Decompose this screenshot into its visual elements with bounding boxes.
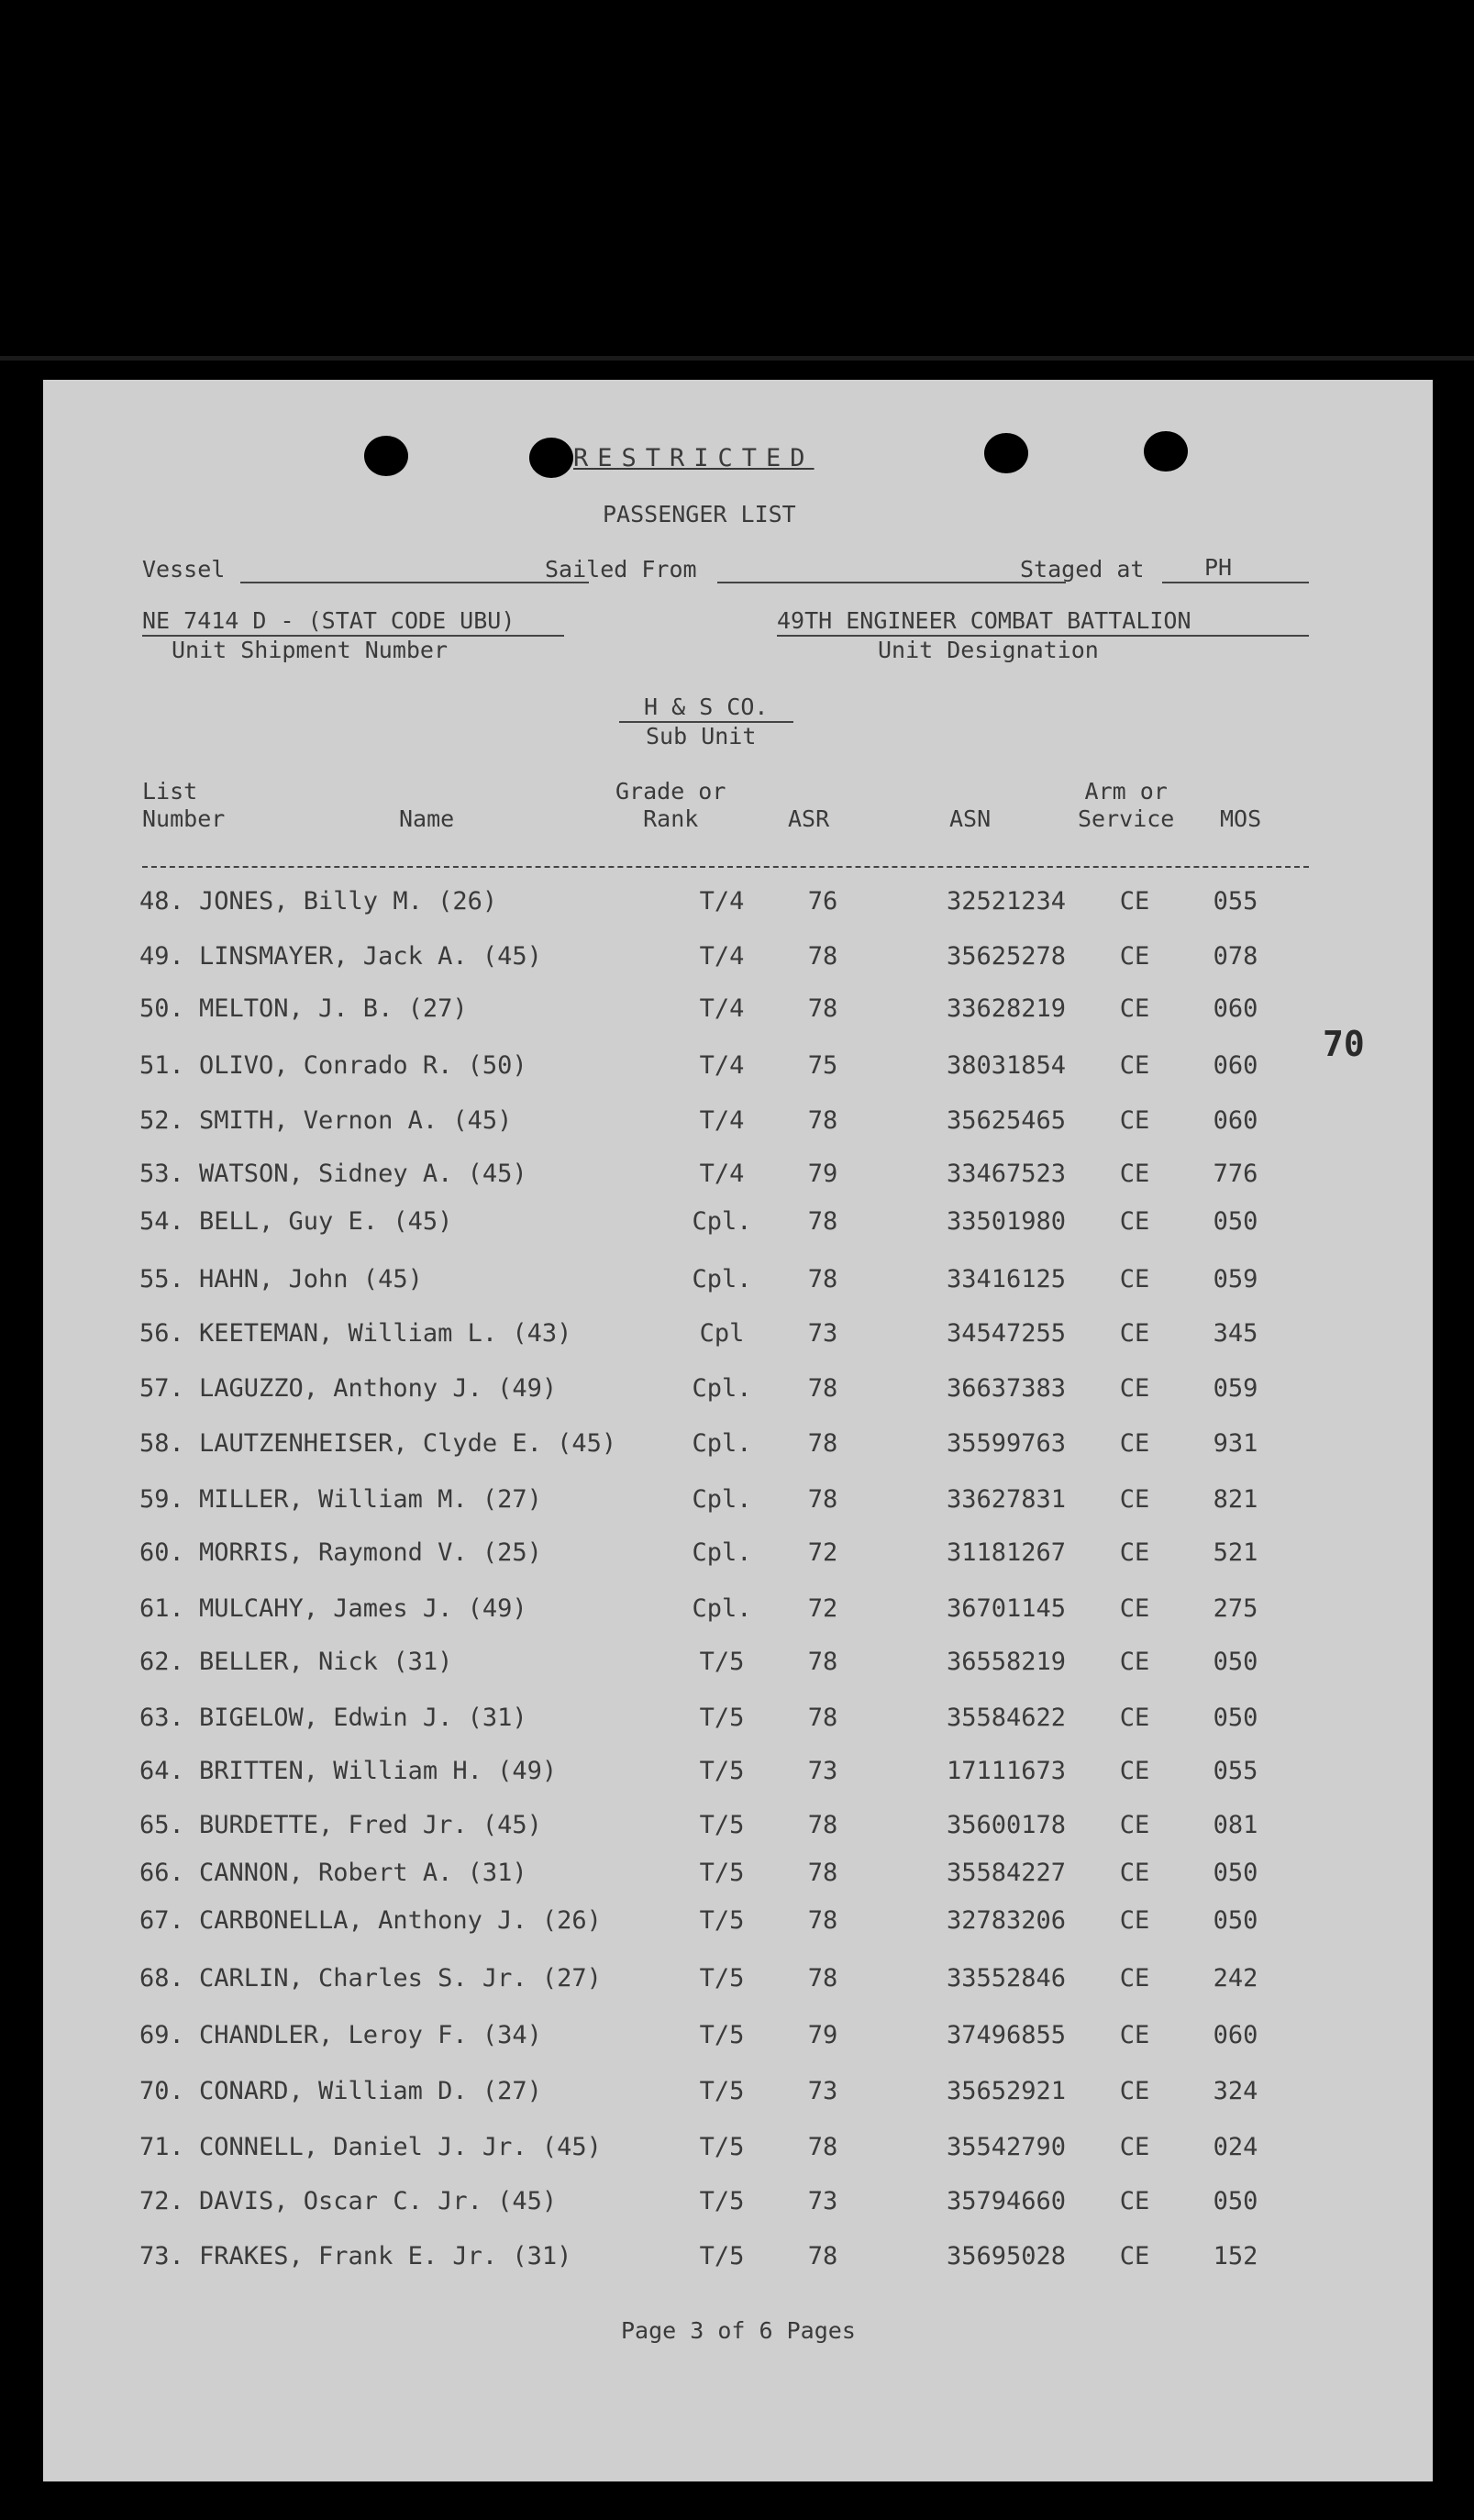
mos-code: 081 (1213, 1811, 1258, 1839)
table-row (43, 1374, 1433, 1411)
grade-rank: T/5 (699, 1859, 745, 1887)
passenger-name: LAGUZZO, Anthony J. (49) (199, 1374, 558, 1403)
punch-hole (1144, 431, 1188, 472)
passenger-name: DAVIS, Oscar C. Jr. (45) (199, 2187, 558, 2215)
asn-number: 33416125 (946, 1265, 1067, 1293)
table-row (43, 1648, 1433, 1684)
asr-score: 79 (807, 2021, 838, 2049)
table-row (43, 1906, 1433, 1943)
passenger-name: FRAKES, Frank E. Jr. (31) (199, 2242, 572, 2270)
list-number: 65. (139, 1811, 184, 1839)
asr-score: 78 (807, 1429, 838, 1458)
grade-rank: T/5 (699, 2242, 745, 2270)
asn-number: 33628219 (946, 994, 1067, 1023)
arm-service: CE (1119, 1704, 1150, 1732)
asr-score: 78 (807, 1704, 838, 1732)
grade-rank: T/4 (699, 942, 745, 971)
passenger-name: CONNELL, Daniel J. Jr. (45) (199, 2133, 602, 2161)
table-row (43, 1429, 1433, 1466)
grade-rank: T/4 (699, 1160, 745, 1188)
list-number: 61. (139, 1594, 184, 1623)
unit-designation-label: Unit Designation (878, 637, 1099, 663)
mos-code: 821 (1213, 1485, 1258, 1514)
arm-service: CE (1119, 1964, 1150, 1993)
asr-score: 72 (807, 1538, 838, 1567)
asr-score: 73 (807, 1757, 838, 1785)
mos-code: 050 (1213, 1906, 1258, 1935)
arm-service: CE (1119, 1160, 1150, 1188)
list-number: 67. (139, 1906, 184, 1935)
grade-rank: T/5 (699, 2077, 745, 2105)
asr-score: 76 (807, 887, 838, 916)
list-number: 57. (139, 1374, 184, 1403)
asn-number: 35599763 (946, 1429, 1067, 1458)
list-number: 55. (139, 1265, 184, 1293)
passenger-name: BIGELOW, Edwin J. (31) (199, 1704, 527, 1732)
table-row (43, 1811, 1433, 1848)
staged-at-label: Staged at (1020, 556, 1145, 583)
asn-number: 35695028 (946, 2242, 1067, 2270)
asn-number: 37496855 (946, 2021, 1067, 2049)
list-number: 62. (139, 1648, 184, 1676)
list-number: 66. (139, 1859, 184, 1887)
passenger-name: KEETEMAN, William L. (43) (199, 1319, 572, 1348)
list-number: 71. (139, 2133, 184, 2161)
grade-rank: T/5 (699, 1811, 745, 1839)
mos-code: 345 (1213, 1319, 1258, 1348)
list-number: 69. (139, 2021, 184, 2049)
grade-rank: T/4 (699, 994, 745, 1023)
mos-code: 050 (1213, 1704, 1258, 1732)
grade-rank: Cpl. (692, 1485, 752, 1514)
arm-service: CE (1119, 1265, 1150, 1293)
staged-at-blank (1162, 582, 1309, 583)
list-number: 51. (139, 1051, 184, 1080)
grade-rank: Cpl. (692, 1594, 752, 1623)
passenger-name: BURDETTE, Fred Jr. (45) (199, 1811, 542, 1839)
table-row (43, 1051, 1433, 1088)
grade-rank: Cpl. (692, 1207, 752, 1236)
asn-number: 35794660 (946, 2187, 1067, 2215)
table-row (43, 1485, 1433, 1522)
list-number: 63. (139, 1704, 184, 1732)
asr-score: 75 (807, 1051, 838, 1080)
sailed-from-blank (717, 582, 1066, 583)
grade-rank: Cpl. (692, 1374, 752, 1403)
arm-service: CE (1119, 2021, 1150, 2049)
mos-code: 050 (1213, 1207, 1258, 1236)
mos-code: 060 (1213, 1106, 1258, 1135)
list-number: 59. (139, 1485, 184, 1514)
grade-rank: T/4 (699, 1051, 745, 1080)
passenger-name: LINSMAYER, Jack A. (45) (199, 942, 542, 971)
asn-number: 35625465 (946, 1106, 1067, 1135)
arm-service: CE (1119, 2133, 1150, 2161)
asr-score: 78 (807, 2133, 838, 2161)
grade-rank: T/4 (699, 1106, 745, 1135)
passenger-name: MILLER, William M. (27) (199, 1485, 542, 1514)
mos-code: 242 (1213, 1964, 1258, 1993)
passenger-name: HAHN, John (45) (199, 1265, 423, 1293)
sailed-from-label: Sailed From (545, 556, 697, 583)
passenger-name: BELLER, Nick (31) (199, 1648, 453, 1676)
mos-code: 059 (1213, 1374, 1258, 1403)
table-row (43, 1207, 1433, 1244)
grade-rank: T/5 (699, 1648, 745, 1676)
list-number: 70. (139, 2077, 184, 2105)
list-number: 54. (139, 1207, 184, 1236)
passenger-name: JONES, Billy M. (26) (199, 887, 498, 916)
table-row (43, 887, 1433, 924)
asn-number: 32521234 (946, 887, 1067, 916)
arm-service: CE (1119, 942, 1150, 971)
passenger-name: CARBONELLA, Anthony J. (26) (199, 1906, 602, 1935)
mos-code: 931 (1213, 1429, 1258, 1458)
list-number: 73. (139, 2242, 184, 2270)
asr-score: 78 (807, 1106, 838, 1135)
list-number: 60. (139, 1538, 184, 1567)
asr-score: 72 (807, 1594, 838, 1623)
mos-code: 324 (1213, 2077, 1258, 2105)
asn-number: 36558219 (946, 1648, 1067, 1676)
asn-number: 35625278 (946, 942, 1067, 971)
passenger-name: CHANDLER, Leroy F. (34) (199, 2021, 542, 2049)
passenger-name: WATSON, Sidney A. (45) (199, 1160, 527, 1188)
passenger-name: BRITTEN, William H. (49) (199, 1757, 558, 1785)
table-row (43, 2021, 1433, 2058)
table-row (43, 2077, 1433, 2114)
grade-rank: T/5 (699, 2133, 745, 2161)
asr-score: 78 (807, 1964, 838, 1993)
col-mos: MOS (1220, 805, 1262, 832)
table-row (43, 942, 1433, 979)
arm-service: CE (1119, 1859, 1150, 1887)
asn-number: 17111673 (946, 1757, 1067, 1785)
table-row (43, 1265, 1433, 1302)
asn-number: 32783206 (946, 1906, 1067, 1935)
arm-service: CE (1119, 1319, 1150, 1348)
list-number: 50. (139, 994, 184, 1023)
mos-code: 060 (1213, 1051, 1258, 1080)
arm-service: CE (1119, 1648, 1150, 1676)
arm-service: CE (1119, 2187, 1150, 2215)
list-number: 58. (139, 1429, 184, 1458)
table-row (43, 2187, 1433, 2224)
asr-score: 79 (807, 1160, 838, 1188)
table-row (43, 2133, 1433, 2170)
grade-rank: T/4 (699, 887, 745, 916)
grade-rank: T/5 (699, 1757, 745, 1785)
vessel-label: Vessel (142, 556, 226, 583)
asr-score: 78 (807, 1485, 838, 1514)
passenger-name: OLIVO, Conrado R. (50) (199, 1051, 527, 1080)
grade-rank: Cpl. (692, 1538, 752, 1567)
unit-shipment-number: NE 7414 D - (STAT CODE UBU) (142, 607, 515, 634)
passenger-name: SMITH, Vernon A. (45) (199, 1106, 513, 1135)
arm-service: CE (1119, 1538, 1150, 1567)
arm-service: CE (1119, 1811, 1150, 1839)
list-number: 56. (139, 1319, 184, 1348)
passenger-name: MELTON, J. B. (27) (199, 994, 468, 1023)
asn-number: 31181267 (946, 1538, 1067, 1567)
col-asr: ASR (788, 805, 830, 832)
grade-rank: T/5 (699, 1704, 745, 1732)
asn-number: 33501980 (946, 1207, 1067, 1236)
unit-designation: 49TH ENGINEER COMBAT BATTALION (777, 607, 1191, 634)
restricted-heading: RESTRICTED (573, 444, 815, 472)
asn-number: 33552846 (946, 1964, 1067, 1993)
list-number: 53. (139, 1160, 184, 1188)
page-footer: Page 3 of 6 Pages (621, 2317, 856, 2344)
list-number: 64. (139, 1757, 184, 1785)
grade-rank: Cpl (699, 1319, 745, 1348)
arm-service: CE (1119, 1207, 1150, 1236)
arm-service: CE (1119, 2077, 1150, 2105)
asn-number: 35652921 (946, 2077, 1067, 2105)
asr-score: 78 (807, 994, 838, 1023)
asn-number: 35600178 (946, 1811, 1067, 1839)
list-number: 68. (139, 1964, 184, 1993)
asr-score: 78 (807, 942, 838, 971)
mos-code: 776 (1213, 1160, 1258, 1188)
table-row (43, 1106, 1433, 1143)
mos-code: 521 (1213, 1538, 1258, 1567)
arm-service: CE (1119, 1374, 1150, 1403)
asn-number: 35542790 (946, 2133, 1067, 2161)
arm-service: CE (1119, 1429, 1150, 1458)
asn-number: 33467523 (946, 1160, 1067, 1188)
table-row (43, 1538, 1433, 1575)
asn-number: 38031854 (946, 1051, 1067, 1080)
asr-score: 78 (807, 1811, 838, 1839)
grade-rank: Cpl. (692, 1265, 752, 1293)
mos-code: 024 (1213, 2133, 1258, 2161)
asn-number: 34547255 (946, 1319, 1067, 1348)
list-number: 49. (139, 942, 184, 971)
arm-service: CE (1119, 1757, 1150, 1785)
table-row (43, 1160, 1433, 1196)
mos-code: 078 (1213, 942, 1258, 971)
passenger-name: CONARD, William D. (27) (199, 2077, 542, 2105)
grade-rank: T/5 (699, 2187, 745, 2215)
asr-score: 73 (807, 1319, 838, 1348)
table-row (43, 1319, 1433, 1356)
col-grade: Grade or Rank (615, 778, 726, 832)
asr-score: 78 (807, 1374, 838, 1403)
arm-service: CE (1119, 2242, 1150, 2270)
arm-service: CE (1119, 1106, 1150, 1135)
mos-code: 050 (1213, 1648, 1258, 1676)
col-arm-service: Arm or Service (1078, 778, 1175, 832)
arm-service: CE (1119, 887, 1150, 916)
asr-score: 78 (807, 1906, 838, 1935)
sub-unit: H & S CO. (644, 694, 769, 720)
mos-code: 152 (1213, 2242, 1258, 2270)
col-asn: ASN (949, 805, 992, 832)
asn-number: 36637383 (946, 1374, 1067, 1403)
table-row (43, 1964, 1433, 2001)
asr-score: 78 (807, 1859, 838, 1887)
asn-number: 35584227 (946, 1859, 1067, 1887)
asr-score: 78 (807, 1648, 838, 1676)
col-name: Name (399, 805, 455, 832)
table-row (43, 1704, 1433, 1740)
passenger-list-title: PASSENGER LIST (603, 501, 796, 527)
mos-code: 060 (1213, 994, 1258, 1023)
grade-rank: T/5 (699, 1906, 745, 1935)
mos-code: 060 (1213, 2021, 1258, 2049)
list-number: 48. (139, 887, 184, 916)
mos-code: 055 (1213, 1757, 1258, 1785)
sub-unit-label: Sub Unit (646, 723, 757, 749)
arm-service: CE (1119, 1051, 1150, 1080)
table-row (43, 2242, 1433, 2279)
grade-rank: T/5 (699, 1964, 745, 1993)
asr-score: 73 (807, 2187, 838, 2215)
asr-score: 78 (807, 1265, 838, 1293)
col-list-number: List Number (142, 778, 226, 832)
mos-code: 059 (1213, 1265, 1258, 1293)
asr-score: 78 (807, 1207, 838, 1236)
arm-service: CE (1119, 994, 1150, 1023)
margin-page-number: 70 (1323, 1024, 1365, 1064)
table-row (43, 1757, 1433, 1793)
mos-code: 050 (1213, 2187, 1258, 2215)
list-number: 72. (139, 2187, 184, 2215)
document-page (43, 380, 1433, 2481)
unit-shipment-label: Unit Shipment Number (172, 637, 449, 663)
arm-service: CE (1119, 1485, 1150, 1514)
asn-number: 33627831 (946, 1485, 1067, 1514)
list-number: 52. (139, 1106, 184, 1135)
punch-hole (364, 436, 408, 476)
passenger-name: CANNON, Robert A. (31) (199, 1859, 527, 1887)
grade-rank: Cpl. (692, 1429, 752, 1458)
punch-hole (984, 433, 1028, 473)
asn-number: 36701145 (946, 1594, 1067, 1623)
scan-edge-line (0, 356, 1474, 361)
mos-code: 050 (1213, 1859, 1258, 1887)
asr-score: 73 (807, 2077, 838, 2105)
passenger-name: BELL, Guy E. (45) (199, 1207, 453, 1236)
asr-score: 78 (807, 2242, 838, 2270)
passenger-name: MORRIS, Raymond V. (25) (199, 1538, 542, 1567)
passenger-name: LAUTZENHEISER, Clyde E. (45) (199, 1429, 617, 1458)
table-row (43, 1859, 1433, 1895)
staged-at-value: PH (1204, 554, 1233, 581)
passenger-name: MULCAHY, James J. (49) (199, 1594, 527, 1623)
mos-code: 275 (1213, 1594, 1258, 1623)
table-row (43, 994, 1433, 1031)
punch-hole (529, 438, 573, 478)
vessel-blank (240, 582, 589, 583)
grade-rank: T/5 (699, 2021, 745, 2049)
mos-code: 055 (1213, 887, 1258, 916)
table-row (43, 1594, 1433, 1631)
arm-service: CE (1119, 1594, 1150, 1623)
arm-service: CE (1119, 1906, 1150, 1935)
passenger-name: CARLIN, Charles S. Jr. (27) (199, 1964, 602, 1993)
header-rule (142, 866, 1309, 868)
asn-number: 35584622 (946, 1704, 1067, 1732)
